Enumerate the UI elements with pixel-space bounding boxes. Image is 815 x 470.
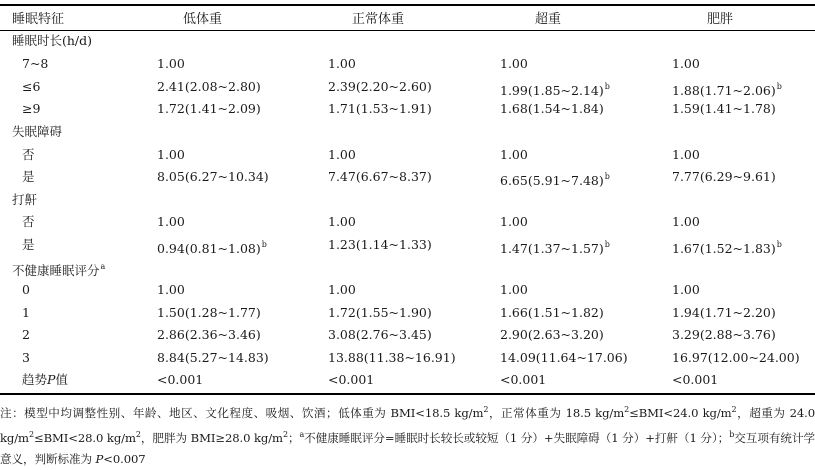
table-cell	[500, 147, 528, 162]
table-cell	[157, 56, 185, 71]
table-cell	[672, 237, 782, 256]
cell-value: 1.00	[672, 147, 700, 162]
cell-value: 1.72(1.41~2.09)	[157, 101, 261, 116]
row-label: 3	[22, 350, 30, 365]
cell-value: 2.41(2.08~2.80)	[157, 79, 261, 94]
header-overweight: 超重	[535, 12, 562, 27]
table-cell	[328, 147, 356, 162]
table-cell	[500, 214, 528, 229]
group-label-text: 打鼾	[12, 192, 38, 207]
table-cell	[500, 327, 604, 342]
significance-mark: b	[776, 240, 782, 249]
group-label	[12, 259, 105, 278]
table-cell	[672, 147, 700, 162]
note-text: ，正常体重为 18.5 kg/m	[488, 406, 625, 420]
table-cell	[672, 327, 776, 342]
row-label: 7~8	[22, 56, 49, 71]
header-rule	[0, 30, 815, 31]
table-cell	[328, 101, 432, 116]
table-cell	[328, 214, 356, 229]
cell-value: 1.00	[500, 147, 528, 162]
note-text: ≤BMI<28.0 kg/m	[33, 431, 136, 445]
table-cell	[157, 147, 185, 162]
table-cell	[500, 169, 610, 188]
group-label	[12, 33, 92, 48]
note-superscript: 2	[731, 405, 737, 414]
header-underweight: 低体重	[183, 12, 223, 27]
cell-value: 13.88(11.38~16.91)	[328, 350, 456, 365]
row-label: ≤6	[22, 79, 41, 94]
group-label	[12, 124, 62, 139]
note-superscript: 2	[282, 430, 288, 439]
table-cell	[157, 350, 269, 365]
footnote-mark-b: b	[729, 430, 735, 439]
cell-value: 1.00	[157, 56, 185, 71]
cell-value: 1.66(1.51~1.82)	[500, 305, 604, 320]
cell-value: 1.67(1.52~1.83)	[672, 241, 776, 256]
cell-value: 1.72(1.55~1.90)	[328, 305, 432, 320]
table-cell	[672, 214, 700, 229]
row-label: 2	[22, 327, 30, 342]
cell-value: 1.00	[672, 282, 700, 297]
note-text: 不健康睡眠评分=睡眠时长较长或较短（1 分）+失眠障碍（1 分）+打鼾（1 分）；	[304, 431, 730, 445]
note-superscript: 2	[483, 405, 489, 414]
cell-value: 6.65(5.91~7.48)	[500, 173, 604, 188]
group-label-text: 不健康睡眠评分	[12, 263, 100, 278]
cell-value: 1.50(1.28~1.77)	[157, 305, 261, 320]
cell-value: 1.71(1.53~1.91)	[328, 101, 432, 116]
cell-value: 1.00	[328, 282, 356, 297]
table-cell	[500, 350, 628, 365]
table-cell	[672, 56, 700, 71]
cell-value: 1.00	[328, 56, 356, 71]
cell-value: 1.94(1.71~2.20)	[672, 305, 776, 320]
significance-mark: b	[604, 240, 610, 249]
note-text: 交互项有统计学意义，判断标准为	[0, 431, 815, 466]
footnote-mark-a: a	[100, 262, 106, 271]
cell-value: 1.00	[672, 214, 700, 229]
table-cell	[157, 282, 185, 297]
footnote-mark-a: a	[299, 430, 305, 439]
bottom-rule	[0, 393, 815, 395]
cell-value: 2.90(2.63~3.20)	[500, 327, 604, 342]
cell-value: 1.00	[500, 214, 528, 229]
table-cell	[672, 372, 718, 387]
table-cell	[157, 372, 203, 387]
note-superscript: 2	[135, 430, 141, 439]
table-cell	[500, 56, 528, 71]
cell-value: 7.47(6.67~8.37)	[328, 169, 432, 184]
cell-value: 0.94(0.81~1.08)	[157, 241, 261, 256]
significance-mark: b	[261, 240, 267, 249]
table-cell	[500, 79, 610, 98]
cell-value: 1.99(1.85~2.14)	[500, 83, 604, 98]
cell-value: 1.00	[500, 282, 528, 297]
row-label-trend-p	[22, 372, 68, 387]
cell-value: 1.00	[328, 214, 356, 229]
significance-mark: b	[604, 172, 610, 181]
row-label: 1	[22, 305, 30, 320]
group-label-text: 失眠障碍	[12, 124, 63, 139]
cell-value: 1.23(1.14~1.33)	[328, 237, 432, 252]
cell-value: 1.00	[157, 214, 185, 229]
row-label: 否	[22, 147, 35, 162]
note-text: ≤BMI<24.0 kg/m	[629, 406, 732, 420]
table-cell	[157, 305, 261, 320]
cell-value: 16.97(12.00~24.00)	[672, 350, 800, 365]
cell-value: 1.47(1.37~1.57)	[500, 241, 604, 256]
note-superscript: 2	[28, 430, 34, 439]
table-cell	[328, 305, 432, 320]
row-label: 否	[22, 214, 35, 229]
table-cell	[157, 327, 261, 342]
note-text: ；	[287, 431, 300, 445]
cell-value: 1.68(1.54~1.84)	[500, 101, 604, 116]
cell-value: 14.09(11.64~17.06)	[500, 350, 628, 365]
cell-value: 3.08(2.76~3.45)	[328, 327, 432, 342]
cell-value: 8.05(6.27~10.34)	[157, 169, 269, 184]
note-text: ，肥胖为 BMI≥28.0 kg/m	[140, 431, 283, 445]
row-label-text: 趋势	[22, 372, 48, 387]
cell-value: 1.00	[157, 147, 185, 162]
cell-value: <0.001	[500, 372, 547, 387]
table-cell	[672, 169, 776, 184]
table-cell	[500, 372, 546, 387]
table-cell	[157, 169, 269, 184]
row-label: 0	[22, 282, 30, 297]
table-cell	[500, 305, 604, 320]
row-label: 是	[22, 237, 35, 252]
table-cell	[500, 237, 610, 256]
cell-value: 1.00	[157, 282, 185, 297]
note-text: 注：模型中均调整性别、年龄、地区、文化程度、吸烟、饮酒；低体重为 BMI<18.5 kg/m	[0, 406, 484, 420]
table-cell	[157, 79, 261, 94]
significance-mark: b	[776, 82, 782, 91]
table-cell	[157, 214, 185, 229]
group-label	[12, 192, 37, 207]
cell-value: <0.001	[672, 372, 719, 387]
table-cell	[328, 237, 432, 252]
table-cell	[500, 101, 604, 116]
table-cell	[328, 79, 432, 94]
table-cell	[328, 350, 456, 365]
p-symbol: P	[47, 372, 56, 387]
cell-value: <0.001	[157, 372, 204, 387]
group-label-text: 睡眠时长(h/d)	[12, 33, 93, 48]
cell-value: 7.77(6.29~9.61)	[672, 169, 776, 184]
cell-value: <0.001	[328, 372, 375, 387]
table-cell	[328, 372, 374, 387]
table-cell	[328, 169, 432, 184]
table-cell	[157, 101, 261, 116]
note-text: ，超重为 24.0 kg/m	[0, 406, 815, 445]
table-cell	[157, 237, 267, 256]
cell-value: 1.59(1.41~1.78)	[672, 101, 776, 116]
header-obese: 肥胖	[707, 12, 734, 27]
cell-value: 1.00	[328, 147, 356, 162]
row-label: 是	[22, 169, 35, 184]
note-superscript: 2	[624, 405, 630, 414]
table-cell	[500, 282, 528, 297]
table-footnote	[0, 399, 815, 470]
table-cell	[672, 282, 700, 297]
table-cell	[328, 327, 432, 342]
table-cell	[672, 305, 776, 320]
p-symbol: P	[95, 452, 104, 466]
table-cell	[328, 282, 356, 297]
cell-value: 1.00	[672, 56, 700, 71]
table-cell	[672, 350, 800, 365]
header-sleep-feature: 睡眠特征	[12, 12, 65, 27]
cell-value: 8.84(5.27~14.83)	[157, 350, 269, 365]
note-text: <0.007	[103, 452, 146, 466]
row-label: ≥9	[22, 101, 41, 116]
header-normal-weight: 正常体重	[352, 12, 405, 27]
cell-value: 1.88(1.71~2.06)	[672, 83, 776, 98]
significance-mark: b	[604, 82, 610, 91]
cell-value: 2.86(2.36~3.46)	[157, 327, 261, 342]
top-rule	[0, 4, 815, 6]
cell-value: 2.39(2.20~2.60)	[328, 79, 432, 94]
table-cell	[672, 79, 782, 98]
table-cell	[672, 101, 776, 116]
cell-value: 3.29(2.88~3.76)	[672, 327, 776, 342]
table-cell	[328, 56, 356, 71]
row-label-text: 值	[55, 372, 68, 387]
cell-value: 1.00	[500, 56, 528, 71]
